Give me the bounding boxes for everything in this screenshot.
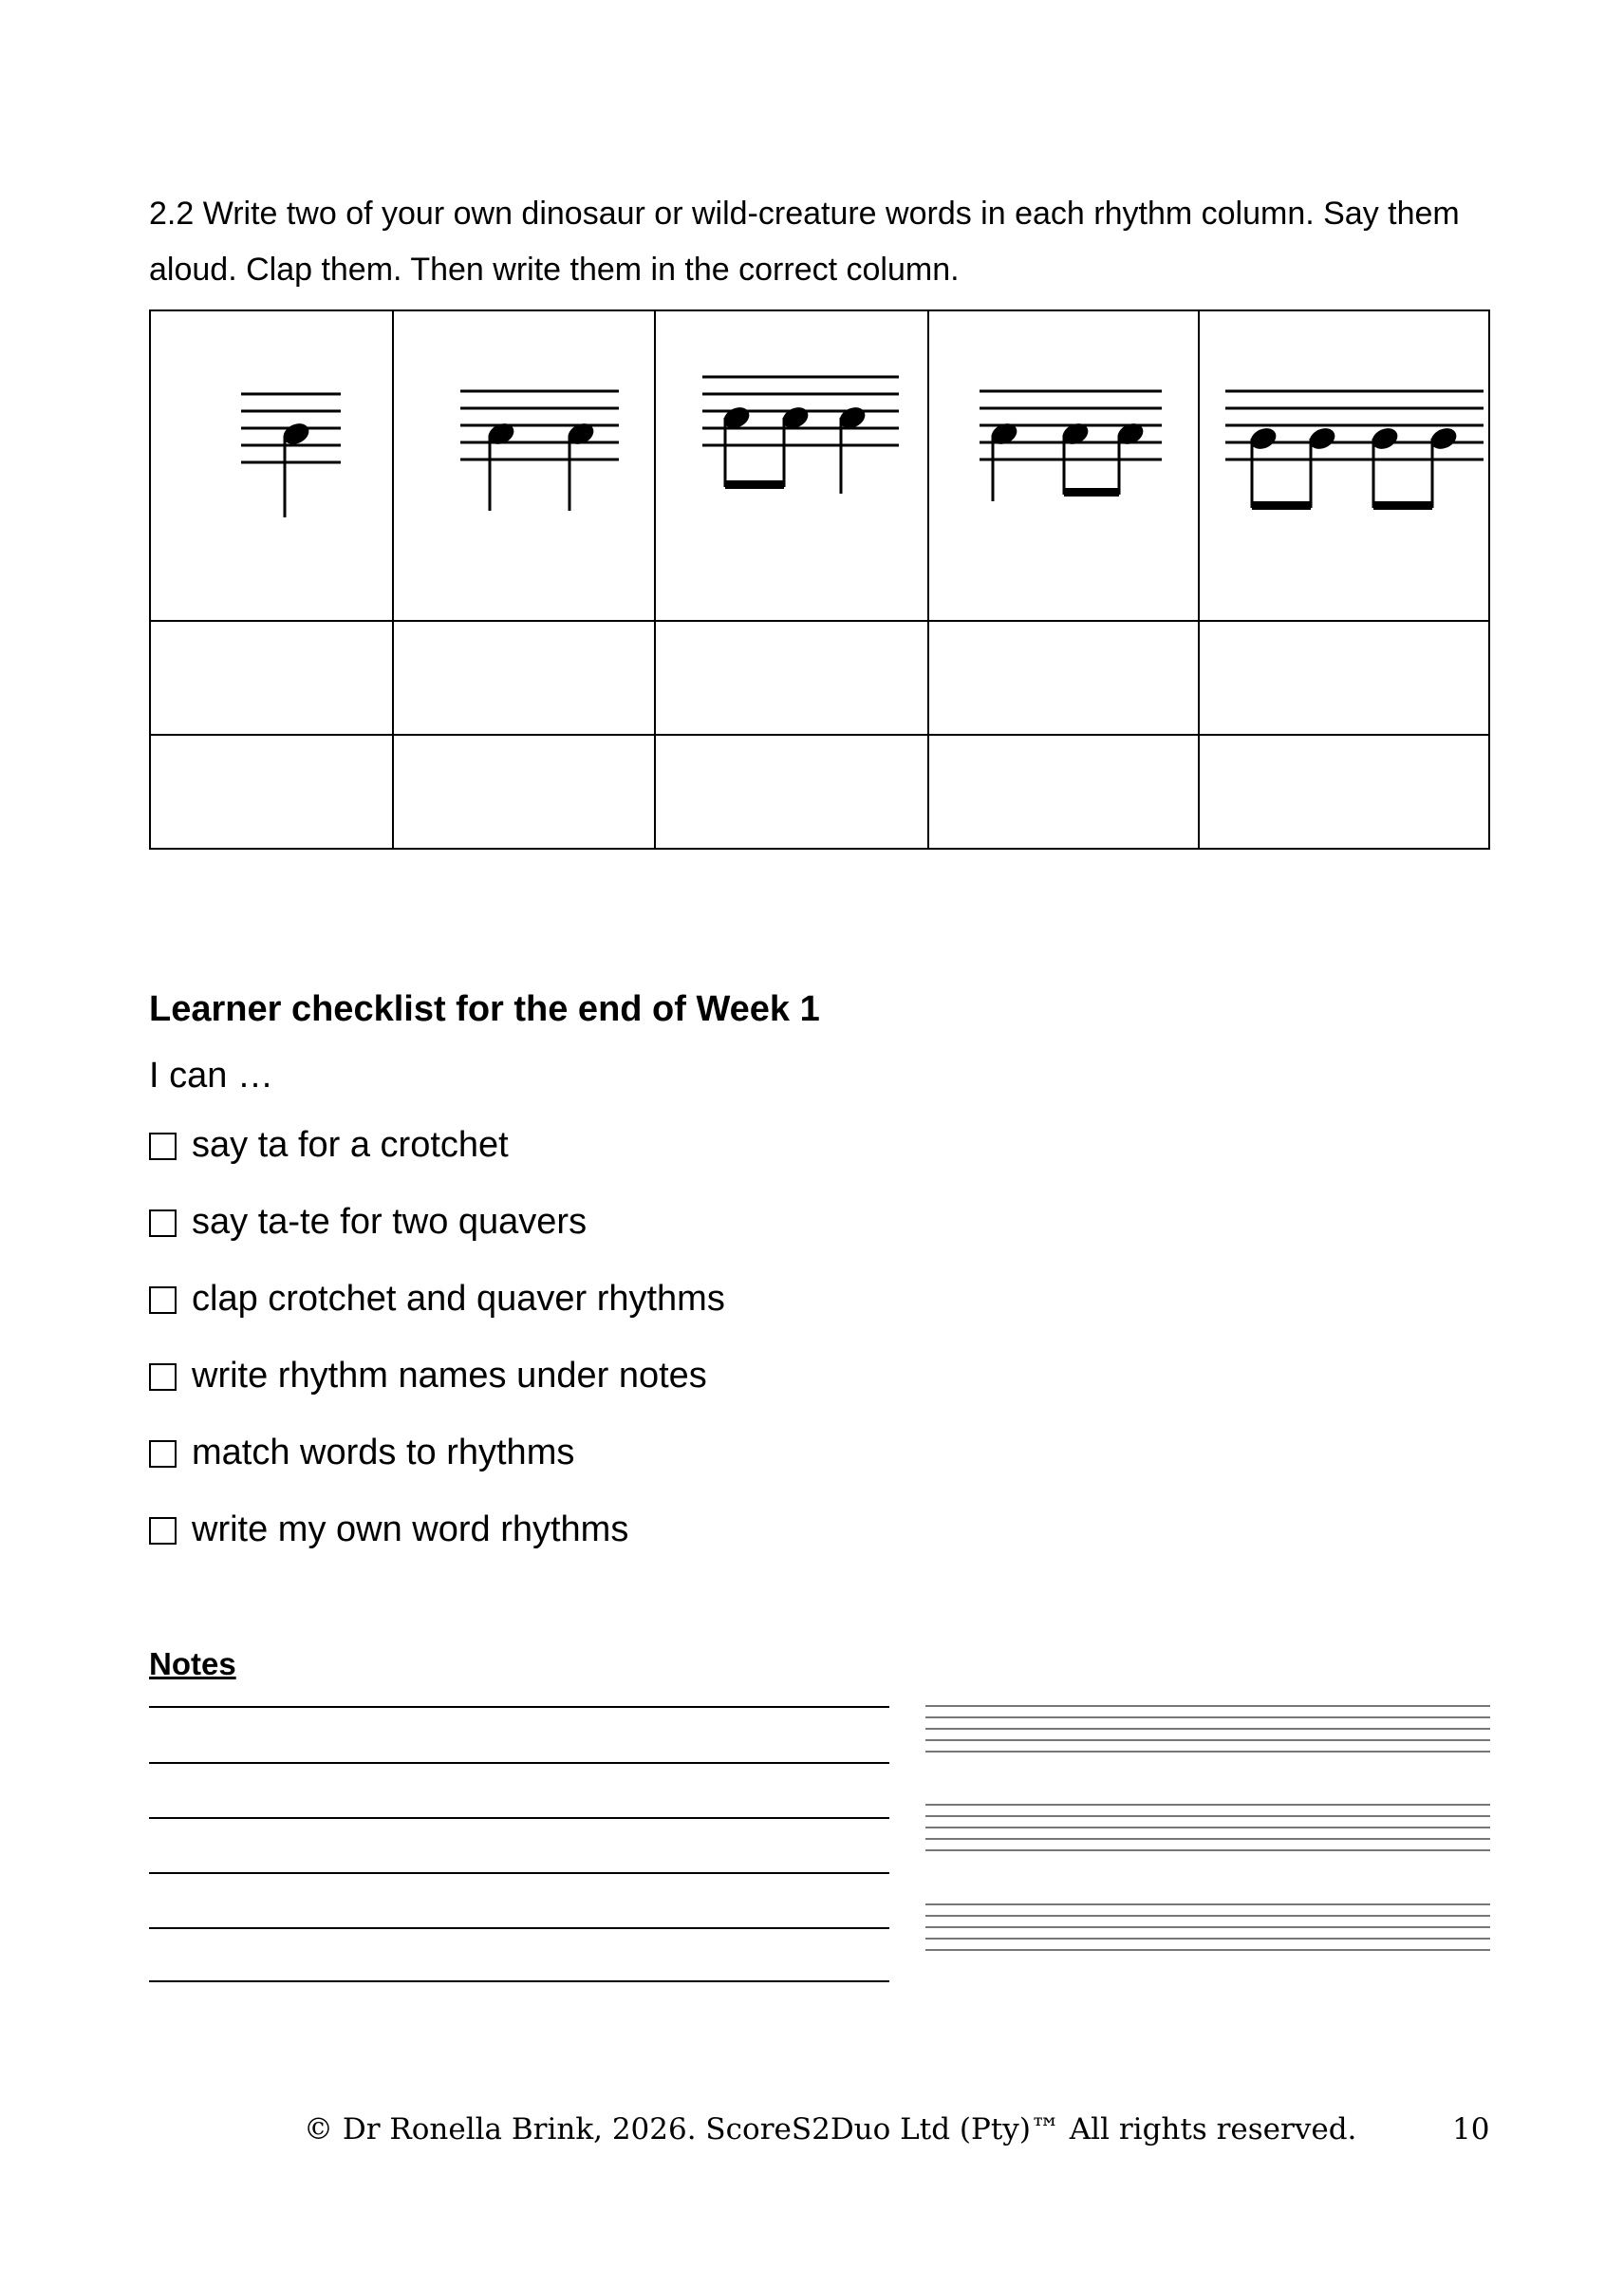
blank-music-staff[interactable] bbox=[925, 1705, 1490, 1754]
answer-cell[interactable] bbox=[928, 621, 1199, 735]
checkbox[interactable] bbox=[149, 1517, 177, 1545]
checklist-item bbox=[149, 1200, 725, 1277]
answer-row-1 bbox=[150, 621, 1489, 735]
crotchet-notation-icon bbox=[151, 313, 390, 618]
rhythm-header-row bbox=[150, 310, 1489, 621]
learner-checklist bbox=[149, 1123, 725, 1584]
rhythm-column-1 bbox=[150, 310, 393, 621]
answer-cell[interactable] bbox=[1199, 735, 1489, 849]
two-quavers-crotchet-notation-icon bbox=[656, 313, 925, 618]
checklist-item bbox=[149, 1354, 725, 1431]
answer-cell[interactable] bbox=[928, 735, 1199, 849]
answer-cell[interactable] bbox=[655, 621, 928, 735]
checklist-item-label: match words to rhythms bbox=[192, 1433, 575, 1472]
checklist-item-label: say ta-te for two quavers bbox=[192, 1202, 588, 1242]
rhythm-column-5 bbox=[1199, 310, 1489, 621]
checklist-item-label: clap crotchet and quaver rhythms bbox=[192, 1279, 725, 1319]
notes-writing-line[interactable] bbox=[149, 1817, 889, 1819]
rhythm-column-4 bbox=[928, 310, 1199, 621]
checklist-item bbox=[149, 1431, 725, 1508]
notes-writing-line[interactable] bbox=[149, 1762, 889, 1764]
blank-music-staff[interactable] bbox=[925, 1903, 1490, 1953]
answer-cell[interactable] bbox=[655, 735, 928, 849]
crotchet-two-quavers-notation-icon bbox=[929, 313, 1196, 618]
exercise-instruction: 2.2 Write two of your own dinosaur or wild-creature words in each rhythm column. Say them aloud. Clap them. Then write them in the correct column. bbox=[149, 196, 1460, 288]
notes-writing-line[interactable] bbox=[149, 1872, 889, 1874]
checkbox[interactable] bbox=[149, 1363, 177, 1391]
page-number: 10 bbox=[1452, 2112, 1490, 2146]
checklist-item-label: say ta for a crotchet bbox=[192, 1125, 509, 1165]
answer-row-2 bbox=[150, 735, 1489, 849]
answer-cell[interactable] bbox=[150, 735, 393, 849]
answer-cell[interactable] bbox=[150, 621, 393, 735]
answer-cell[interactable] bbox=[393, 735, 655, 849]
notes-writing-line[interactable] bbox=[149, 1706, 889, 1708]
answer-cell[interactable] bbox=[393, 621, 655, 735]
rhythm-column-3 bbox=[655, 310, 928, 621]
checklist-item-label: write rhythm names under notes bbox=[192, 1356, 707, 1396]
two-crotchets-notation-icon bbox=[394, 313, 652, 618]
answer-cell[interactable] bbox=[1199, 621, 1489, 735]
notes-writing-line[interactable] bbox=[149, 1927, 889, 1929]
checklist-item bbox=[149, 1123, 725, 1200]
checklist-intro: I can … bbox=[149, 1056, 273, 1096]
four-quavers-notation-icon bbox=[1200, 313, 1486, 618]
checkbox[interactable] bbox=[149, 1440, 177, 1468]
blank-music-staff[interactable] bbox=[925, 1804, 1490, 1853]
notes-title: Notes bbox=[149, 1646, 236, 1681]
checkbox[interactable] bbox=[149, 1133, 177, 1160]
checklist-item-label: write my own word rhythms bbox=[192, 1509, 629, 1549]
copyright-notice: © Dr Ronella Brink, 2026. ScoreS2Duo Ltd (Pty)™ All rights reserved. bbox=[304, 2112, 1357, 2146]
notes-writing-line[interactable] bbox=[149, 1980, 889, 1982]
checkbox[interactable] bbox=[149, 1209, 177, 1237]
checklist-item bbox=[149, 1508, 725, 1584]
checklist-item bbox=[149, 1277, 725, 1354]
rhythm-table bbox=[149, 309, 1490, 850]
rhythm-column-2 bbox=[393, 310, 655, 621]
checkbox[interactable] bbox=[149, 1286, 177, 1314]
checklist-title: Learner checklist for the end of Week 1 bbox=[149, 989, 820, 1029]
